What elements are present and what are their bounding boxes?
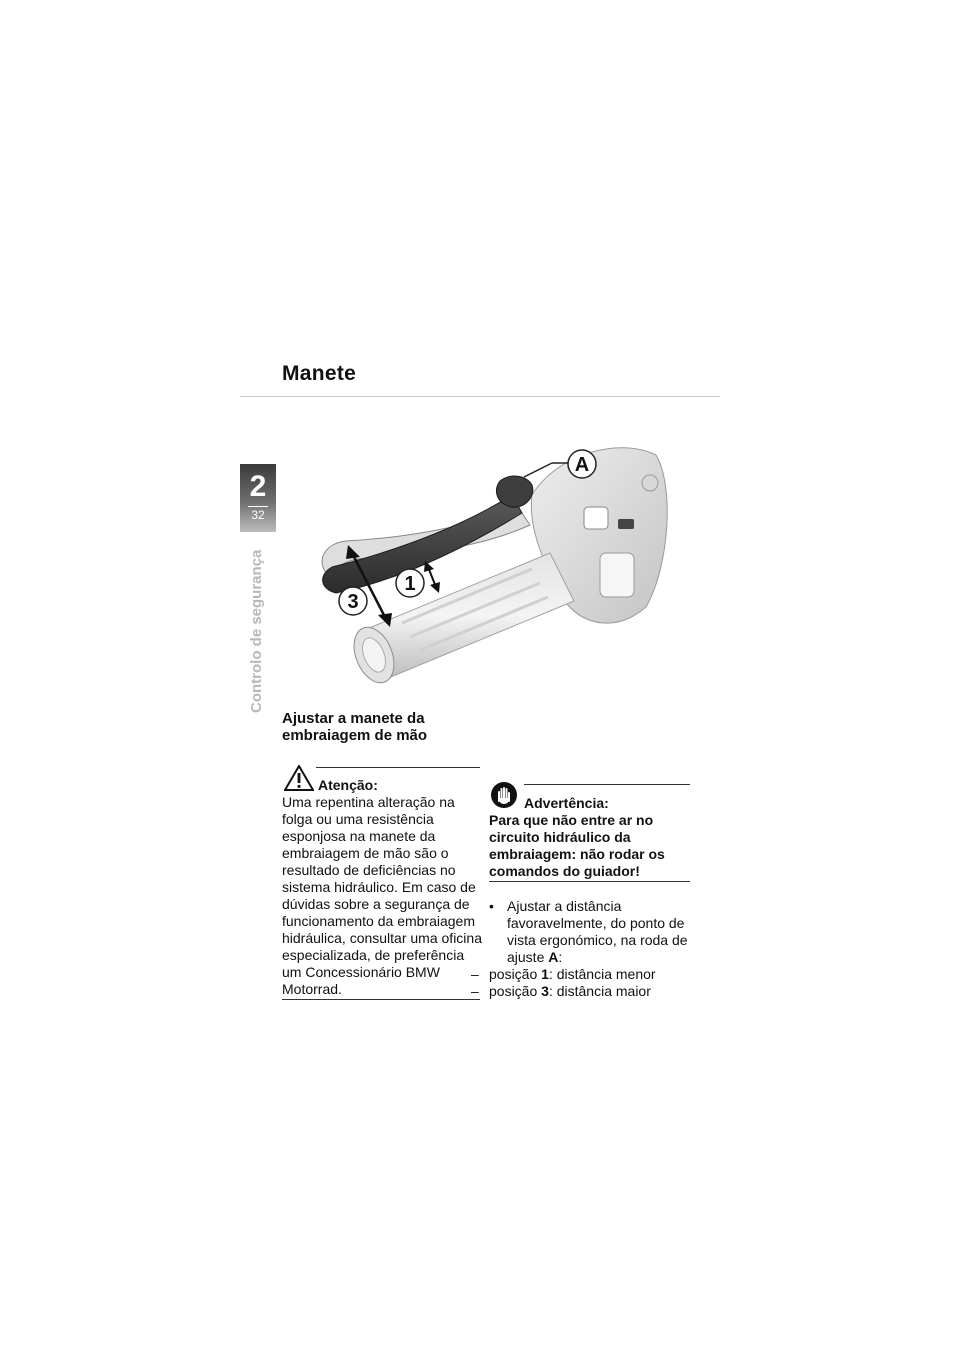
adjuster-ref: A — [548, 949, 559, 965]
chapter-number-divider — [248, 506, 268, 507]
stop-hand-icon — [490, 781, 518, 809]
option-prefix: posição — [489, 983, 538, 999]
instruction-option-item — [471, 983, 699, 1000]
chapter-number: 2 — [249, 470, 267, 503]
section-heading: Ajustar a manete da embraiagem de mão — [282, 710, 428, 744]
instruction-bullet-text: Ajustar a distância favoravelmente, do ponto de vista ergonómico, na roda de ajuste — [507, 898, 688, 965]
callout-1-label: 1 — [404, 573, 416, 595]
caution-bottom-rule — [282, 999, 480, 1000]
warning-bottom-rule — [489, 881, 690, 882]
option-prefix: posição — [489, 966, 538, 982]
caution-top-rule — [316, 767, 480, 768]
warning-triangle-icon — [284, 765, 314, 791]
warning-text: Para que não entre ar no circuito hidráulico da embraiagem: não rodar os comandos do guiador! — [489, 812, 665, 879]
caution-title: Atenção: — [318, 777, 378, 793]
instruction-option-item — [471, 966, 699, 983]
callout-3 — [339, 587, 367, 615]
clutch-lever-illustration — [300, 425, 680, 695]
instruction-bullet-item: • Ajustar a distância favoravelmente, do ponto de vista ergonómico, na roda de ajuste A: — [489, 898, 688, 965]
instruction-list — [471, 898, 699, 1000]
option-suffix: : distância menor — [548, 966, 656, 982]
callout-a — [568, 450, 596, 478]
option-suffix: : distância maior — [548, 983, 651, 999]
chapter-side-label: Controlo de segurança — [248, 549, 265, 713]
header-divider — [240, 396, 720, 397]
callout-3-label: 3 — [347, 591, 359, 613]
dash-mark: – — [471, 966, 479, 982]
callout-a-label: A — [574, 454, 590, 476]
option-ref: 1 — [541, 966, 549, 982]
page-title: Manete — [282, 362, 357, 385]
bullet-mark: • — [489, 898, 494, 914]
warning-top-rule — [524, 784, 690, 785]
page-number: 32 — [251, 508, 265, 522]
option-ref: 3 — [541, 983, 549, 999]
caution-text: Uma repentina alteração na folga ou uma resistência esponjosa na manete da embraiagem de mão são o resultado de deficiências no sistema hidráulico. Em caso de dúvidas sobre a segurança de funcionamento da embraiagem hidráulica, consultar uma oficina especializada, de preferência um Concessionário BMW Motorrad. — [282, 794, 482, 997]
dash-mark: – — [471, 983, 479, 999]
warning-title: Advertência: — [524, 795, 609, 811]
callout-1 — [396, 569, 424, 597]
